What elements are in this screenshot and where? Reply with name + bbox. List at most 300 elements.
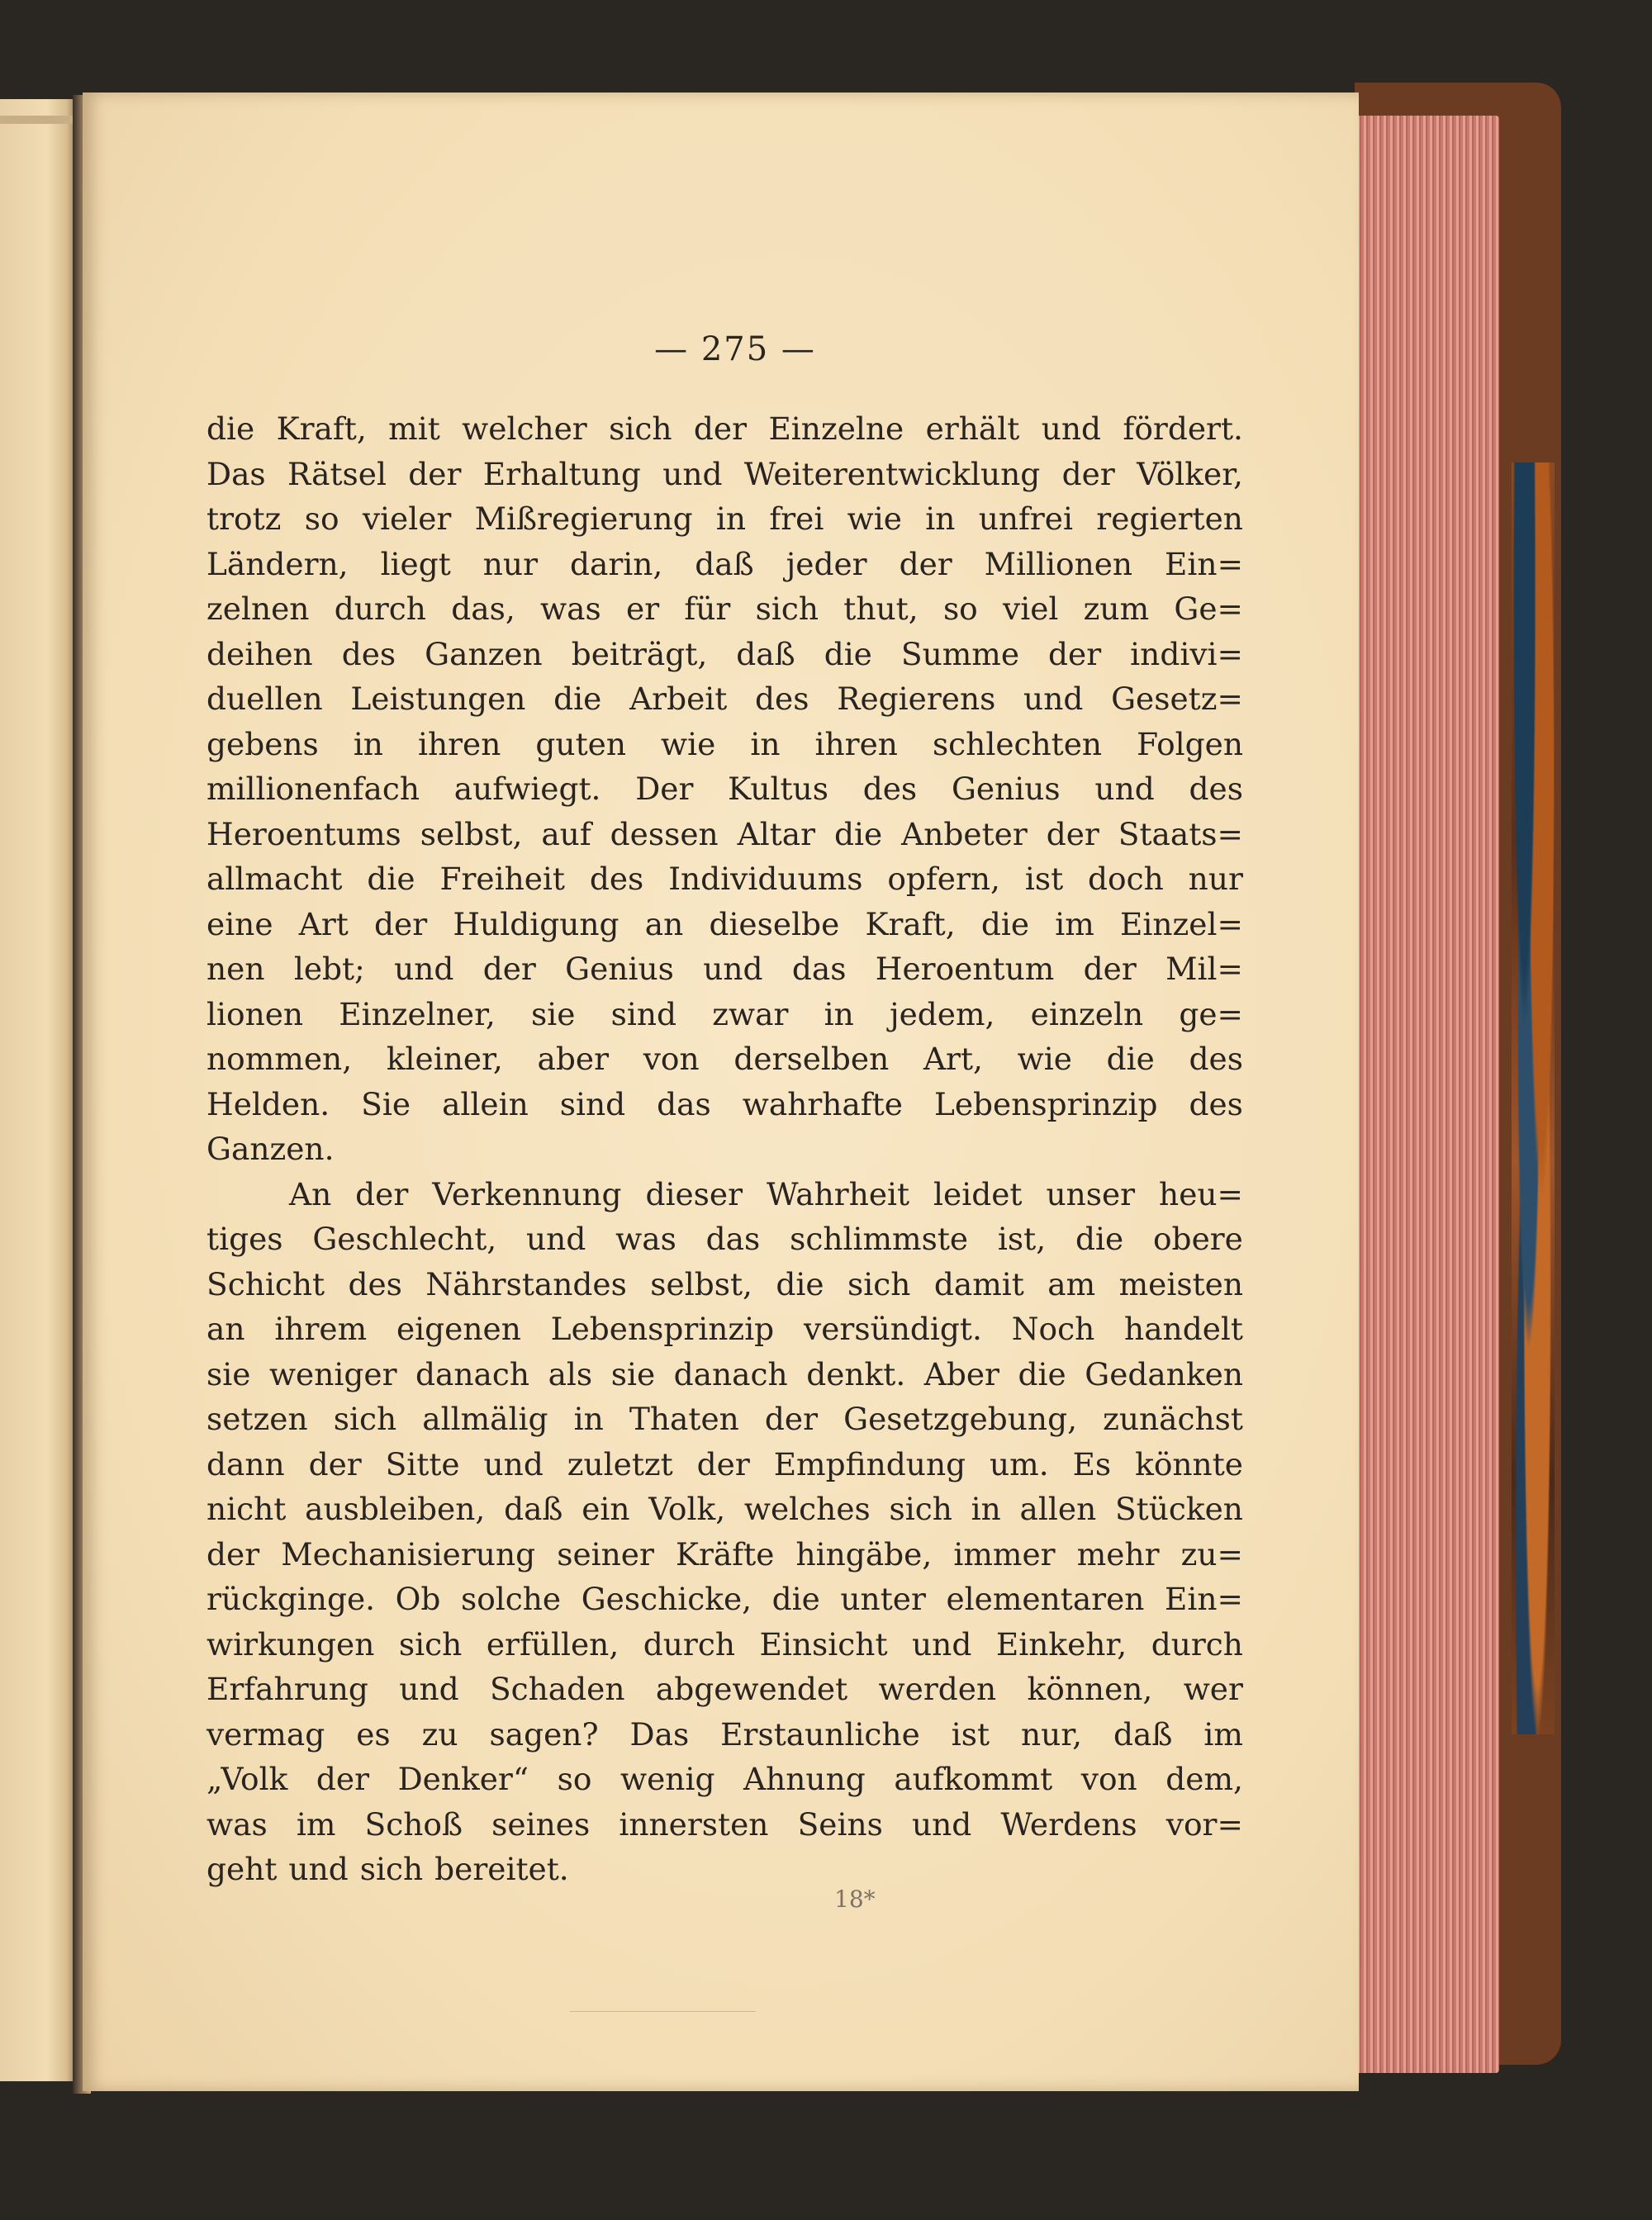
text-line [206,1352,1243,1397]
word: und [1023,681,1084,717]
word: daß [695,545,754,582]
word: nommen, [206,1041,353,1077]
word: wer [1183,1671,1243,1707]
word: Kräfte [675,1535,775,1572]
word: Einsicht [759,1625,888,1663]
word: Summe [900,635,1020,672]
word: daß [504,1491,563,1527]
text-line [206,496,1243,542]
word: Altar [737,815,816,852]
word: ist [951,1715,990,1753]
word: was [540,591,601,627]
word: hingäbe, [795,1535,933,1572]
word: Noch [1011,1311,1095,1347]
word: Völker, [1137,455,1243,492]
word: Ahnung [743,1761,866,1797]
word: vermag [206,1715,325,1753]
text-line [206,992,1243,1037]
word: allmacht [206,861,343,897]
text-line [206,1262,1243,1307]
word: und [399,1671,459,1707]
word: die [553,681,602,717]
text-line [206,452,1243,497]
word: um. [990,1445,1049,1482]
word: denkt. [806,1355,906,1392]
word: Lebensprinzip [933,1085,1158,1122]
word: immer [953,1535,1056,1572]
word: abgewendet [655,1671,848,1707]
word: des [755,681,809,717]
word: Anbeter [901,815,1028,852]
word: könnte [1135,1445,1243,1482]
word: der [1061,455,1115,492]
text-line [206,1036,1243,1082]
word: dieselbe [709,905,840,942]
word: an [644,905,684,942]
word: zum [1083,591,1150,627]
word: und [703,951,763,987]
word: ist, [997,1221,1047,1257]
word: mehr [1076,1535,1160,1572]
word: lebt; [293,951,365,987]
signature-mark: 18* [834,1886,876,1913]
word: Ländern, [206,545,349,582]
word: lionen [206,995,304,1032]
word: Sitte [385,1445,460,1482]
word: Erhaltung [482,455,641,492]
word: er [626,591,660,627]
word: sich [755,591,819,627]
word: derselben [733,1041,890,1077]
word: und [483,1445,544,1482]
word: in [353,725,383,762]
word: schlechten [932,725,1103,762]
word: Gedanken [1085,1355,1243,1392]
word: seiner [557,1535,654,1572]
word: sich [847,1265,911,1302]
word: des [1189,1041,1243,1077]
word: Genius [951,771,1061,807]
word: Ge= [1174,591,1243,627]
word: schlimmste [790,1221,969,1257]
text-line [206,1802,1243,1848]
word: heu= [1159,1175,1243,1212]
word: der [374,905,428,942]
word: dieser [645,1175,743,1212]
book-page [83,92,1359,2091]
word: Denker“ [397,1761,529,1797]
word: unter [840,1581,926,1617]
text-line [206,766,1243,812]
word: sich [333,1401,397,1437]
word: die [206,410,255,447]
word: Einzelner, [339,995,496,1032]
word: Kraft, [276,410,367,447]
word: und [912,1625,972,1663]
word: sich [889,1491,952,1527]
word: setzen [206,1401,308,1437]
word: doch [1088,861,1164,897]
word: eine [206,905,273,942]
word: und [394,951,454,987]
word: zunächst [1103,1401,1243,1437]
word: von [643,1041,700,1077]
word: werden [878,1671,997,1707]
word: handelt [1124,1311,1243,1347]
text-line [206,1487,1243,1532]
word: der [764,1401,819,1437]
word: und [526,1221,586,1257]
word: sind [610,995,677,1032]
word: daß [736,635,795,672]
text-line [206,1217,1243,1262]
word: von [1080,1761,1137,1797]
word: gebens [206,725,319,762]
word: ist [1024,861,1064,897]
word: selbst, [650,1265,752,1302]
text-line [206,1532,1243,1577]
text-line [206,722,1243,767]
word: leidet [933,1175,1023,1212]
word: eigenen [396,1311,521,1347]
word: Thaten [629,1401,739,1437]
word: Heroentums [206,815,401,852]
word: Erfahrung [206,1671,368,1707]
word: Mißregierung [474,500,693,537]
word: nur, [1021,1715,1083,1753]
word: daß [1113,1715,1173,1753]
text-line [206,542,1243,587]
text-line [206,1082,1243,1127]
word: Erstaunliche [720,1715,920,1753]
word: Folgen [1137,725,1243,762]
word: und [1094,771,1155,807]
word: der [206,1535,260,1572]
text-line [206,1172,1243,1217]
word: Genius [565,951,674,987]
word: Weiterentwicklung [743,455,1041,492]
word: Geschicke, [581,1581,752,1617]
word: die [1018,1355,1066,1392]
text-line [206,1757,1243,1802]
word: ihren [814,725,898,762]
word: danach [415,1355,530,1392]
word: der [408,455,462,492]
word: die [367,861,415,897]
word: am [1047,1265,1096,1302]
word: Einzelne [768,410,904,447]
word: ausbleiben, [305,1491,486,1527]
left-page-rule [0,116,78,124]
word: sind [559,1085,626,1122]
word: Es [1072,1445,1112,1482]
word: sich [359,1851,424,1887]
word: das [705,1221,761,1257]
word: was [615,1221,676,1257]
word: frei [769,500,824,537]
word: Werdens [1000,1805,1137,1843]
word: Stücken [1114,1491,1243,1527]
word: rückginge. [206,1581,376,1617]
word: Schoß [364,1805,463,1843]
text-line [206,1712,1243,1758]
text-line [206,1442,1243,1487]
word: darin, [569,545,663,582]
word: Freiheit [439,861,565,897]
text-line [206,902,1243,947]
word: regierten [1096,500,1243,537]
word: Regierens [837,681,996,717]
word: Einzel= [1120,905,1243,942]
word: zwar [712,995,789,1032]
word: Ganzen. [206,1131,335,1167]
word: des [341,635,396,672]
word: opfern, [887,861,1000,897]
word: so [557,1761,592,1797]
word: Einkehr, [995,1625,1127,1663]
word: ge= [1179,995,1243,1032]
word: danach [673,1355,788,1392]
word: an [206,1311,245,1347]
word: dem, [1165,1761,1243,1797]
word: in [971,1491,1001,1527]
word: Kraft, [865,905,956,942]
word: allein [442,1085,529,1122]
text-line [206,676,1243,722]
word: das [657,1085,711,1122]
word: in [925,500,956,537]
word: An [289,1175,332,1212]
word: Aber [923,1355,999,1392]
word: der [1083,951,1137,987]
text-line [206,812,1243,857]
word: Verkennung [432,1175,622,1212]
text-line [206,586,1243,632]
word: Ein= [1165,545,1243,582]
word: und [911,1805,972,1843]
word: wenig [620,1761,715,1797]
word: ihren [417,725,501,762]
word: trotz [206,500,282,537]
word: Leistungen [350,681,526,717]
word: in [824,995,854,1032]
word: die [771,1581,820,1617]
word: nur [482,545,539,582]
word: ein [582,1491,630,1527]
word: der [1048,635,1102,672]
text-line [206,1667,1243,1712]
word: Gesetzgebung, [843,1401,1077,1437]
word: nicht [206,1491,287,1527]
word: Sie [361,1085,411,1122]
word: Gesetz= [1111,681,1243,717]
word: im [296,1805,336,1843]
left-facing-page [0,99,78,2081]
text-line [206,1127,1243,1172]
word: das [791,951,847,987]
word: sich [398,1625,463,1663]
word: kleiner, [386,1041,503,1077]
word: meisten [1118,1265,1243,1302]
word: selbst, [420,815,523,852]
word: können, [1027,1671,1153,1707]
text-line [206,1577,1243,1622]
word: wahrhafte [742,1085,903,1122]
word: thut, [843,591,919,627]
word: zelnen [206,591,310,627]
word: Lebensprinzip [550,1311,775,1347]
word: so [304,500,339,537]
word: in [750,725,781,762]
word: im [1055,905,1094,942]
word: mit [388,410,440,447]
word: Seins [797,1805,883,1843]
word: die [834,815,883,852]
word: des [348,1265,402,1302]
word: sagen? [489,1715,599,1753]
word: Das [206,455,266,492]
word: der [696,1445,750,1482]
word: Das [629,1715,690,1753]
word: durch [1151,1625,1243,1663]
word: der [899,545,952,582]
word: und [288,1851,349,1887]
word: elementaren [946,1581,1145,1617]
word: Empfindung [773,1445,966,1482]
word: die [824,635,872,672]
word: in [715,500,747,537]
word: es [356,1715,391,1753]
word: durch [643,1625,736,1663]
word: das, [451,591,515,627]
word: und [662,455,723,492]
word: Mil= [1165,951,1243,987]
word: der [693,410,748,447]
word: der [1046,815,1099,852]
word: geht [206,1851,278,1887]
word: die [1106,1041,1155,1077]
word: die [776,1265,824,1302]
word: einzeln [1030,995,1144,1032]
marbled-cover-edge [1512,462,1555,1734]
word: des [589,861,644,897]
text-line [206,632,1243,677]
word: Volk, [648,1491,726,1527]
word: wie [847,500,902,537]
word: erhält [925,410,1020,447]
word: seines [491,1805,591,1843]
word: wie [1017,1041,1072,1077]
signature-rule [570,2011,756,2012]
text-line [206,1622,1243,1667]
word: Ob [395,1581,441,1617]
word: Wahrheit [766,1175,910,1212]
word: Huldigung [453,905,620,942]
word: damit [933,1265,1024,1302]
page-number: — 275 — [654,330,816,368]
word: zu [421,1715,458,1753]
word: Geschlecht, [312,1221,497,1257]
word: sie [206,1355,251,1392]
text-line [206,1307,1243,1352]
word: allmälig [422,1401,548,1437]
text-line [206,406,1243,452]
word: Der [635,771,694,807]
word: Art [298,905,349,942]
word: Individuums [668,861,863,897]
word: in [573,1401,604,1437]
word: Staats= [1118,815,1243,852]
word: der [308,1445,362,1482]
word: der [316,1761,370,1797]
word: was [206,1805,268,1843]
word: bereitet. [434,1851,569,1887]
word: jeder [786,545,867,582]
word: wirkungen [206,1625,375,1663]
word: weniger [268,1355,397,1392]
word: unfrei [978,500,1073,537]
word: nur [1188,861,1243,897]
word: Schicht [206,1265,325,1302]
word: dessen [610,815,719,852]
word: zuletzt [567,1445,673,1482]
text-line [206,1397,1243,1442]
word: vieler [362,500,452,537]
word: erfüllen, [486,1625,620,1663]
word: des [862,771,918,807]
word: so [942,591,978,627]
text-line [206,856,1243,902]
word: wie [661,725,716,762]
word: Helden. [206,1085,330,1122]
word: Ein= [1165,1581,1243,1617]
word: unser [1046,1175,1136,1212]
word: viel [1003,591,1059,627]
word: auf [541,815,591,852]
word: welcher [462,410,587,447]
word: aber [537,1041,609,1077]
word: welches [743,1491,871,1527]
word: der [482,951,536,987]
red-page-edges [1355,116,1499,2073]
word: nen [206,951,265,987]
word: sie [531,995,576,1032]
word: aufwiegt. [453,771,601,807]
word: solche [460,1581,562,1617]
word: Arbeit [629,681,728,717]
text-line [206,1847,1243,1892]
word: des [1189,1085,1243,1122]
word: allen [1019,1491,1097,1527]
word: durch [334,591,426,627]
word: Schaden [489,1671,625,1707]
word: der [355,1175,409,1212]
word: guten [535,725,626,762]
word: Art, [923,1041,983,1077]
word: millionenfach [206,771,420,807]
word: als [548,1355,593,1392]
word: vor= [1165,1805,1243,1843]
word: Heroentum [875,951,1055,987]
word: liegt [380,545,451,582]
word: Kultus [728,771,828,807]
text-line [206,946,1243,992]
word: im [1203,1715,1243,1753]
word: Mechanisierung [281,1535,536,1572]
word: die [1075,1221,1124,1257]
word: versündigt. [804,1311,982,1347]
word: obere [1152,1221,1243,1257]
